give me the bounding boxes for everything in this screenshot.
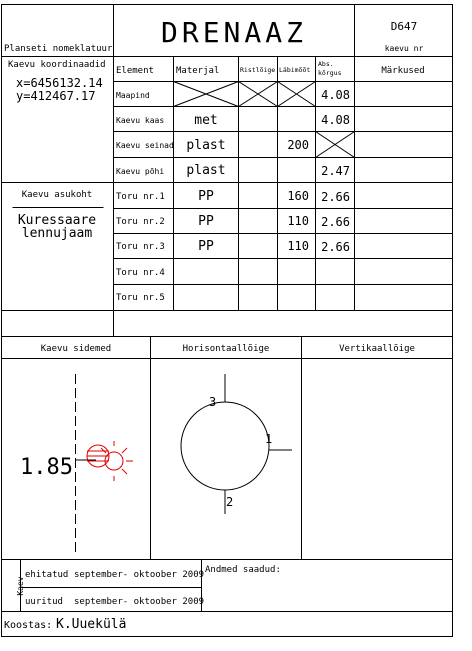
row-material: plast: [186, 163, 226, 178]
col-header-material: Materjal: [176, 66, 220, 76]
built-date: september- oktoober 2009: [74, 570, 205, 580]
row-element: Toru nr.2: [116, 217, 165, 227]
coordinates-label: Kaevu koordinaadid: [8, 60, 106, 70]
row-diameter: 110: [287, 239, 309, 253]
well-number: D647: [390, 20, 418, 33]
surveyed-label: uuritud: [25, 597, 63, 607]
table-row: [116, 214, 350, 229]
col-header-notes: Märkused: [381, 66, 425, 76]
well-side-label: Kaev: [16, 576, 25, 596]
data-source-label: Andmed saadud:: [205, 565, 281, 575]
author-label: Koostas:: [4, 620, 53, 631]
row-abs-height: 2.66: [321, 190, 350, 204]
distance-label: 1.85: [20, 455, 73, 480]
coordinate-y: y=412467.17: [16, 89, 96, 103]
row-abs-height: 4.08: [321, 113, 350, 127]
row-diameter: 110: [287, 214, 309, 228]
author-name: K.Uuekülä: [56, 617, 127, 632]
connections-sketch: [20, 374, 133, 552]
col-header-cross-section: Ristlõige: [240, 66, 276, 74]
table-row: [116, 293, 165, 303]
row-abs-height: 4.08: [321, 88, 350, 102]
location-line-1: Kuressaare: [17, 213, 97, 228]
row-material: PP: [198, 239, 214, 254]
table-row: [116, 138, 309, 153]
row-element: Toru nr.3: [116, 242, 165, 252]
row-element: Maapind: [116, 91, 150, 100]
vertical-section-label: Vertikaallõige: [339, 344, 415, 354]
row-element: Toru nr.4: [116, 268, 165, 278]
row-diameter: 160: [287, 189, 309, 203]
table-row: [116, 88, 350, 102]
table-row: [116, 163, 350, 178]
horizontal-section-label: Horisontaallõige: [182, 344, 270, 354]
col-header-abs-2: kõrgus: [318, 69, 342, 77]
row-diameter: 200: [287, 138, 309, 152]
row-abs-height: 2.47: [321, 164, 350, 178]
page-title: DRENAAZ: [160, 16, 308, 49]
row-material: met: [194, 113, 218, 128]
plansheet-label: Planseti nomeklatuur: [4, 44, 113, 54]
row-abs-height: 2.66: [321, 240, 350, 254]
row-material: PP: [198, 189, 214, 204]
surveyed-date: september- oktoober 2009: [74, 597, 205, 607]
built-label: ehitatud: [25, 570, 69, 580]
connections-label: Kaevu sidemed: [40, 344, 112, 354]
pipe-label-3: 3: [209, 395, 217, 409]
row-material: plast: [186, 138, 226, 153]
pipe-label-1: 1: [265, 432, 273, 446]
col-header-abs-1: Abs.: [318, 60, 334, 68]
row-element: Kaevu põhi: [116, 167, 165, 176]
row-element: Kaevu kaas: [116, 116, 165, 125]
col-header-diameter: Läbimõõt: [279, 66, 311, 74]
table-row: [116, 268, 165, 278]
row-abs-height: 2.66: [321, 215, 350, 229]
table-row: [116, 239, 350, 254]
table-row: [116, 113, 350, 128]
well-number-label: kaevu nr: [384, 44, 424, 53]
row-element: Toru nr.1: [116, 192, 165, 202]
horizontal-section-sketch: [181, 374, 292, 514]
row-element: Kaevu seinad: [116, 141, 174, 150]
location-line-2: lennujaam: [21, 226, 93, 241]
well-circle: [181, 402, 269, 490]
pipe-label-2: 2: [226, 495, 234, 509]
well-marker-icon: [87, 441, 133, 481]
col-header-element: Element: [116, 66, 154, 76]
row-element: Toru nr.5: [116, 293, 165, 303]
coordinate-x: x=6456132.14: [16, 76, 103, 90]
location-label: Kaevu asukoht: [21, 190, 93, 200]
table-row: [116, 189, 350, 204]
row-material: PP: [198, 214, 214, 229]
